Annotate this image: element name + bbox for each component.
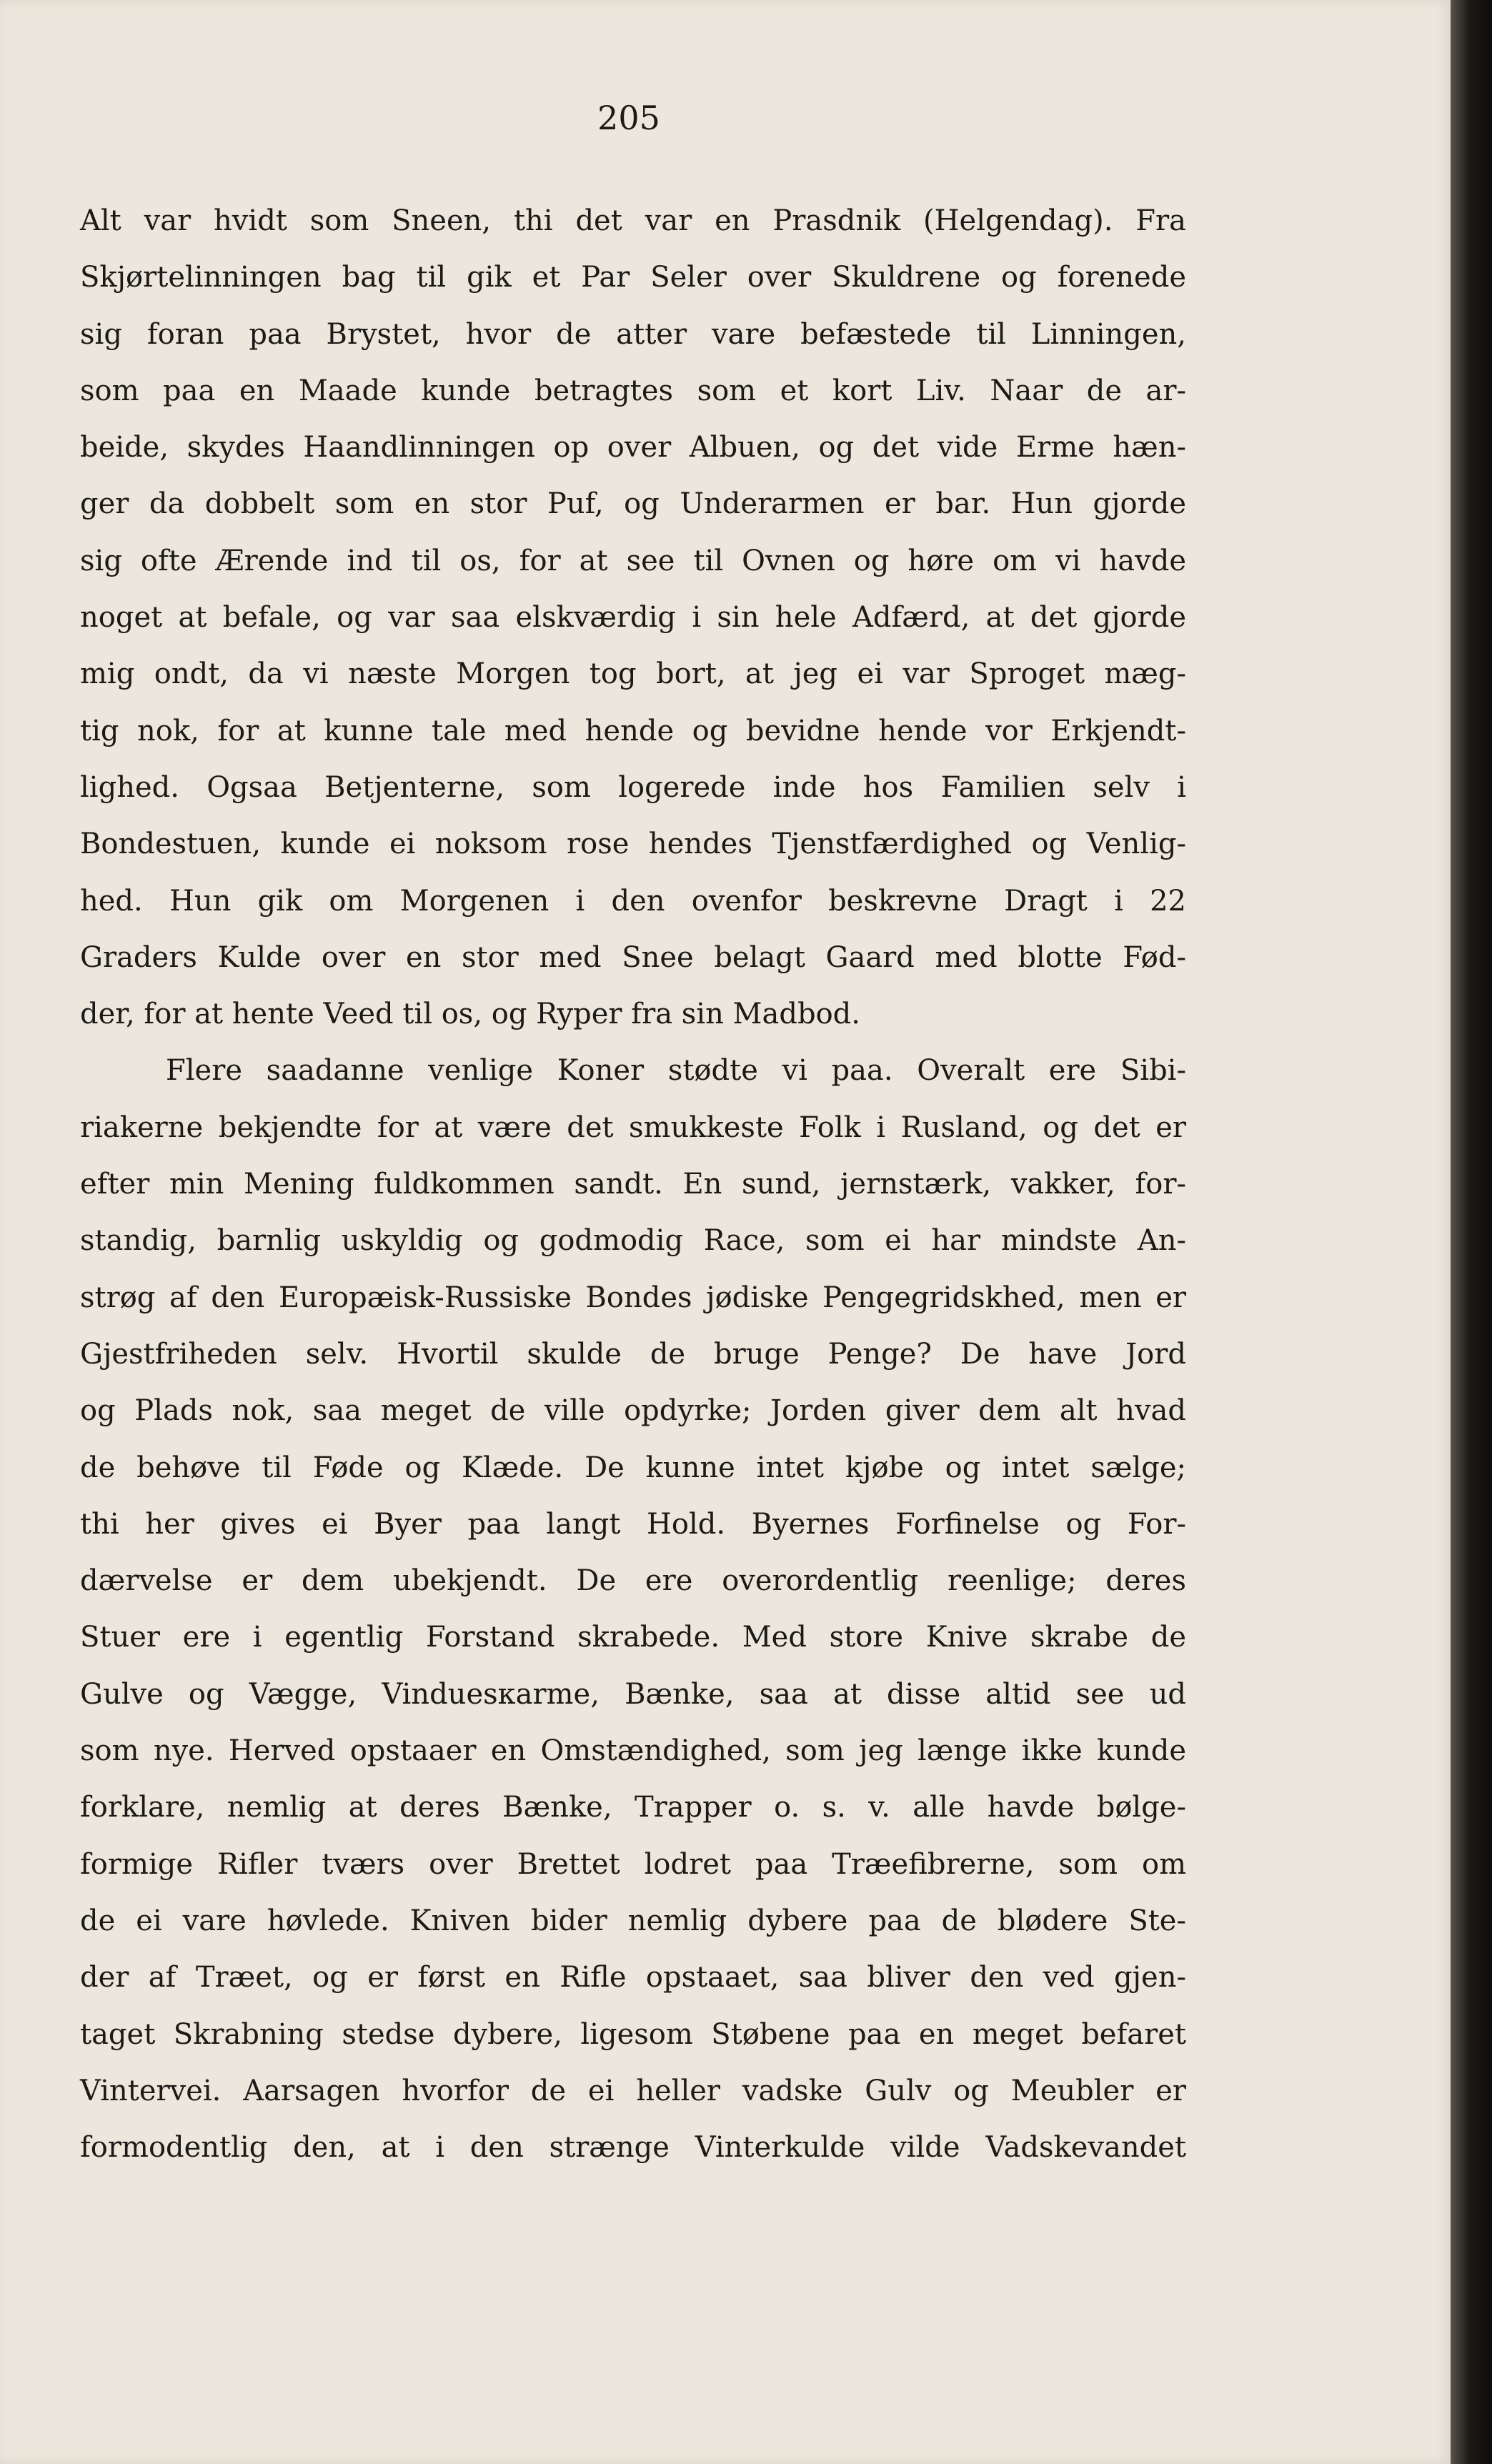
text-line: Stuer ere i egentlig Forstand skrabede. Med store Knive skrabe de xyxy=(80,1621,1186,1654)
body-text xyxy=(80,193,1186,2176)
text-line: noget at befale, og var saa elskværdig i sin hele Adfærd, at det gjorde xyxy=(80,601,1186,635)
text-line: Gulve og Vægge, Vinduesкarme, Bænke, saa at disse altid see ud xyxy=(80,1677,1186,1711)
text-line: thi her gives ei Byer paa langt Hold. Byernes Forfinelse og For- xyxy=(80,1507,1186,1541)
text-line: de behøve til Føde og Klæde. De kunne intet kjøbe og intet sælge; xyxy=(80,1451,1186,1484)
text-line: tig nok, for at kunne tale med hende og bevidne hende vor Erkjendt- xyxy=(80,714,1186,747)
text-line: Bondestuen, kunde ei noksom rose hendes Tjenstfærdighed og Venlig- xyxy=(80,828,1186,861)
text-line: sig ofte Ærende ind til os, for at see til Ovnen og høre om vi havde xyxy=(80,544,1186,577)
text-line: sig foran paa Brystet, hvor de atter vare befæstede til Linningen, xyxy=(80,317,1186,351)
text-line: som nye. Herved opstaaer en Omstændighed, som jeg længe ikke kunde xyxy=(80,1734,1186,1768)
text-line: Alt var hvidt som Sneen, thi det var en Prasdnik (Helgendag). Fra xyxy=(80,204,1186,237)
text-line: riakerne bekjendte for at være det smukkeste Folk i Rusland, og det er xyxy=(80,1111,1186,1144)
text-line: strøg af den Europæisk-Russiske Bondes jødiske Pengegridskhed, men er xyxy=(80,1281,1186,1314)
text-line: hed. Hun gik om Morgenen i den ovenfor beskrevne Dragt i 22 xyxy=(80,884,1186,918)
text-line: Graders Kulde over en stor med Snee belagt Gaard med blotte Fød- xyxy=(80,940,1186,974)
text-line: formige Rifler tværs over Brettet lodret paa Træefibrerne, som om xyxy=(80,1847,1186,1881)
text-line: mig ondt, da vi næste Morgen tog bort, at jeg ei var Sproget mæg- xyxy=(80,657,1186,691)
text-line: Vintervei. Aarsagen hvorfor de ei heller vadske Gulv og Meubler er xyxy=(80,2074,1186,2107)
page-number: 205 xyxy=(597,99,660,137)
text-line: og Plads nok, saa meget de ville opdyrke; Jorden giver dem alt hvad xyxy=(80,1394,1186,1428)
text-line: der, for at hente Veed til os, og Ryper fra sin Madbod. xyxy=(80,998,860,1031)
text-line: beide, skydes Haandlinningen op over Albuen, og det vide Erme hæn- xyxy=(80,431,1186,465)
text-line: Skjørtelinningen bag til gik et Par Seler over Skuldrene og forenede xyxy=(80,261,1186,294)
text-line: lighed. Ogsaa Betjenterne, som logerede inde hos Familien selv i xyxy=(80,770,1186,804)
text-line: forklare, nemlig at deres Bænke, Trapper o. s. v. alle havde bølge- xyxy=(80,1791,1186,1824)
text-line: der af Træet, og er først en Rifle opstaaet, saa bliver den ved gjen- xyxy=(80,1961,1186,1994)
text-line: efter min Mening fuldkommen sandt. En sund, jernstærk, vakker, for- xyxy=(80,1168,1186,1201)
book-edge xyxy=(1451,0,1492,2464)
text-line: standig, barnlig uskyldig og godmodig Race, som ei har mindste An- xyxy=(80,1224,1186,1258)
text-line: taget Skrabning stedse dybere, ligesom Støbene paa en meget befaret xyxy=(80,2017,1186,2051)
text-line: dærvelse er dem ubekjendt. De ere overordentlig reenlige; deres xyxy=(80,1564,1186,1598)
text-line: de ei vare høvlede. Kniven bider nemlig dybere paa de blødere Ste- xyxy=(80,1904,1186,1937)
text-line: formodentlig den, at i den strænge Vinterkulde vilde Vadskevandet xyxy=(80,2131,1186,2165)
text-line: ger da dobbelt som en stor Puf, og Underarmen er bar. Hun gjorde xyxy=(80,487,1186,521)
text-line: Gjestfriheden selv. Hvortil skulde de bruge Penge? De have Jord xyxy=(80,1337,1186,1371)
text-line: som paa en Maade kunde betragtes som et kort Liv. Naar de ar- xyxy=(80,374,1186,407)
text-line: Flere saadanne venlige Koner stødte vi paa. Overalt ere Sibi- xyxy=(166,1054,1186,1088)
